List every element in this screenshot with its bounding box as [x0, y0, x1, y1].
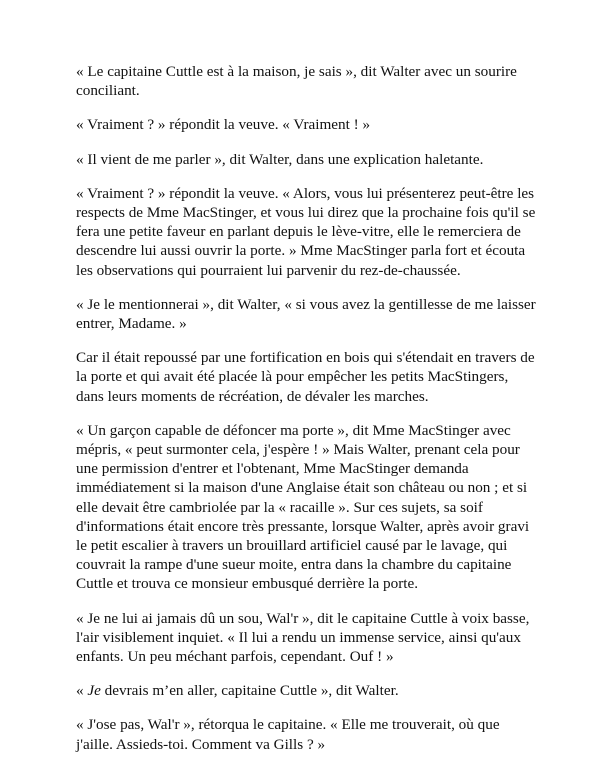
paragraph-9-open: « — [76, 682, 88, 700]
document-page — [76, 62, 538, 769]
paragraph-3: « Il vient de me parler », dit Walter, dans une explication haletante. — [76, 150, 484, 168]
paragraph-5: « Je le mentionnerai », dit Walter, « si vous avez la gentillesse de me laisser entrer, Madame. » — [76, 295, 536, 333]
paragraph-9-rest: devrais m’en aller, capitaine Cuttle », dit Walter. — [100, 682, 399, 700]
paragraph-8: « Je ne lui ai jamais dû un sou, Wal'r », dit le capitaine Cuttle à voix basse, l'air visiblement inquiet. « Il lui a rendu un immense service, ainsi qu'aux enfants. Un peu méchant parfois, cependant. Ouf ! » — [76, 609, 530, 666]
paragraph-6: Car il était repoussé par une fortification en bois qui s'étendait en travers de la porte et qui avait été placée là pour empêcher les petits MacStingers, dans leurs moments de récréation, de dévaler les marches. — [76, 349, 535, 405]
paragraph-9-emphasis: Je — [87, 682, 101, 700]
paragraph-2: « Vraiment ? » répondit la veuve. « Vraiment ! » — [76, 116, 371, 134]
paragraph-7: « Un garçon capable de défoncer ma porte », dit Mme MacStinger avec mépris, « peut surmonter cela, j'espère ! » Mais Walter, prenant cela pour une permission d'entrer et l'obtenant, Mme MacStinger demanda immédiatement si la maison d'une Anglaise était son château ou non ; et si elle devait être cambriolée par la « racaille ». Sur ces sujets, sa soif d'informations était encore très pressante, lorsque Walter, après avoir gravi le petit escalier à travers un brouillard artificiel causé par le lavage, qui couvrait la rampe d'une sueur moite, entra dans la chambre du capitaine Cuttle et trouva ce monsieur embusqué derrière la porte. — [76, 421, 530, 593]
paragraph-10: « J'ose pas, Wal'r », rétorqua le capitaine. « Elle me trouverait, où que j'aille. Assieds-toi. Comment va Gills ? » — [76, 716, 500, 753]
paragraph-9 — [76, 681, 538, 700]
paragraph-4: « Vraiment ? » répondit la veuve. « Alors, vous lui présenterez peut-être les respects de Mme MacStinger, et vous lui direz que la prochaine fois qu'il se fera une petite faveur en parlant depuis le lève-vitre, elle le remerciera de descendre lui aussi ouvrir la porte. » Mme MacStinger parla fort et écouta les observations qui pourraient lui parvenir du rez-de-chaussée. — [76, 184, 536, 279]
paragraph-1: « Le capitaine Cuttle est à la maison, je sais », dit Walter avec un sourire conciliant. — [76, 63, 517, 100]
